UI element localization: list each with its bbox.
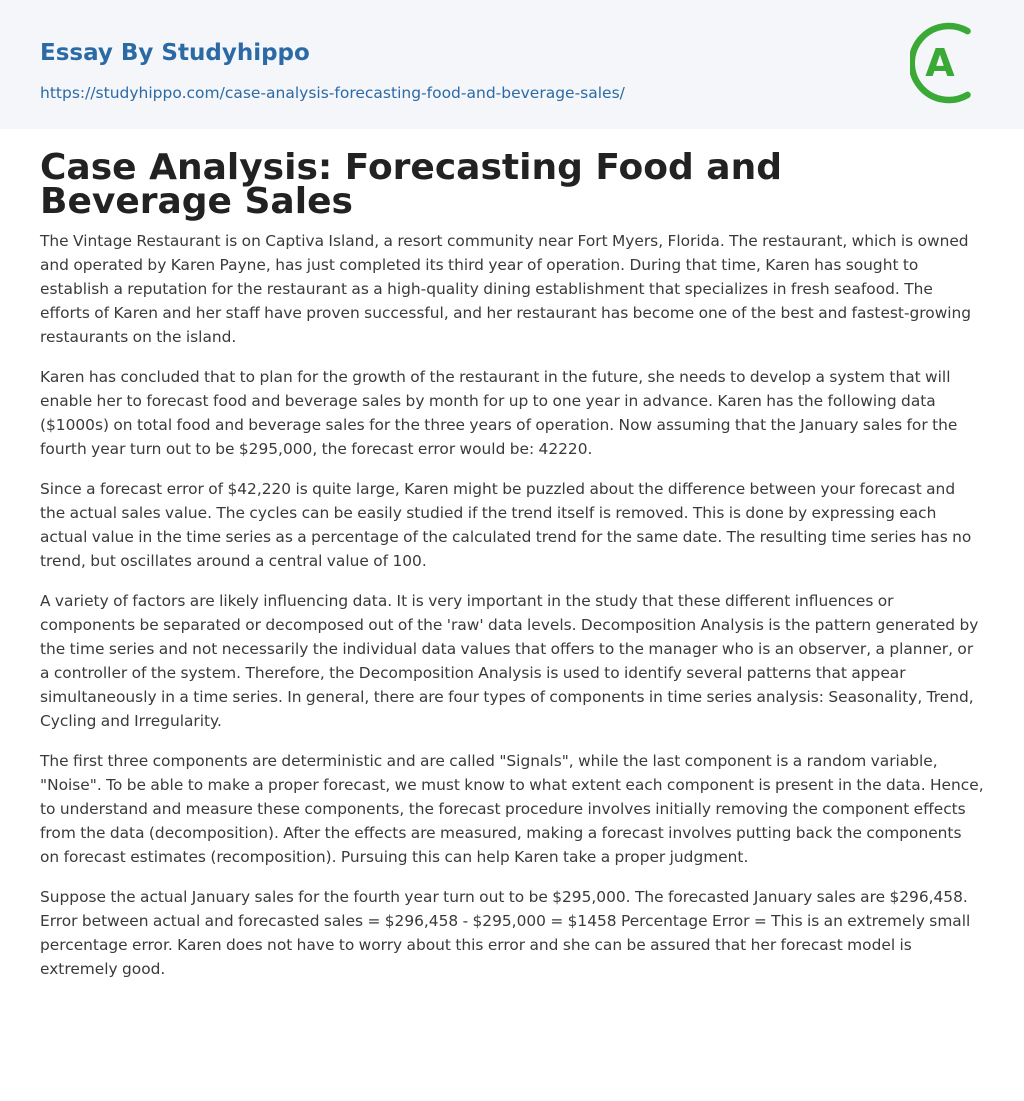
paragraph-6: Suppose the actual January sales for the fourth year turn out to be $295,000. The forecasted January sales are $296,458. Error between actual and forecasted sales = $296,458 - $295,000 = $1458 Percentage Error = This is an extremely small percentage error. Karen does not have to worry about this error and she can be assured that her forecast model is extremely good. xyxy=(40,888,971,978)
page-title: Case Analysis: Forecasting Food and Beverage Sales xyxy=(40,147,782,222)
source-url-link[interactable]: https://studyhippo.com/case-analysis-forecasting-food-and-beverage-sales/ xyxy=(40,84,625,102)
paragraph-3: Since a forecast error of $42,220 is quite large, Karen might be puzzled about the difference between your forecast and the actual sales value. The cycles can be easily studied if the trend itself is removed. This is done by expressing each actual value in the time series as a percentage of the calculated trend for the same date. The resulting time series has no trend, but oscillates around a central value of 100. xyxy=(40,480,972,570)
paragraph-4: A variety of factors are likely influencing data. It is very important in the study that these different influences or components be separated or decomposed out of the 'raw' data levels. Decomposition Analysis is the pattern generated by the time series and not necessarily the individual data values that offers to the manager who is an observer, a planner, or a controller of the system. Therefore, the Decomposition Analysis is used to identify several patterns that appear simultaneously in a time series. In general, there are four types of components in time series analysis: Seasonality, Trend, Cycling and Irregularity. xyxy=(40,592,979,730)
logo-letter: A xyxy=(925,41,955,85)
brand-title[interactable]: Essay By Studyhippo xyxy=(40,40,310,66)
paragraph-1: The Vintage Restaurant is on Captiva Island, a resort community near Fort Myers, Florida. The restaurant, which is owned and operated by Karen Payne, has just completed its third year of operation. During that time, Karen has sought to establish a reputation for the restaurant as a high-quality dining establishment that specializes in fresh seafood. The efforts of Karen and her staff have proven successful, and her restaurant has become one of the best and fastest-growing restaurants on the island. xyxy=(40,232,972,346)
paragraph-5: The first three components are deterministic and are called "Signals", while the last component is a random variable, "Noise". To be able to make a proper forecast, we must know to what extent each component is present in the data. Hence, to understand and measure these components, the forecast procedure involves initially removing the component effects from the data (decomposition). After the effects are measured, making a forecast involves putting back the components on forecast estimates (recomposition). Pursuing this can help Karen take a proper judgment. xyxy=(40,752,984,866)
article-body xyxy=(40,229,984,997)
paragraph-2: Karen has concluded that to plan for the growth of the restaurant in the future, she needs to develop a system that will enable her to forecast food and beverage sales by month for up to one year in advance. Karen has the following data ($1000s) on total food and beverage sales for the three years of operation. Now assuming that the January sales for the fourth year turn out to be $295,000, the forecast error would be: 42220. xyxy=(40,368,958,458)
